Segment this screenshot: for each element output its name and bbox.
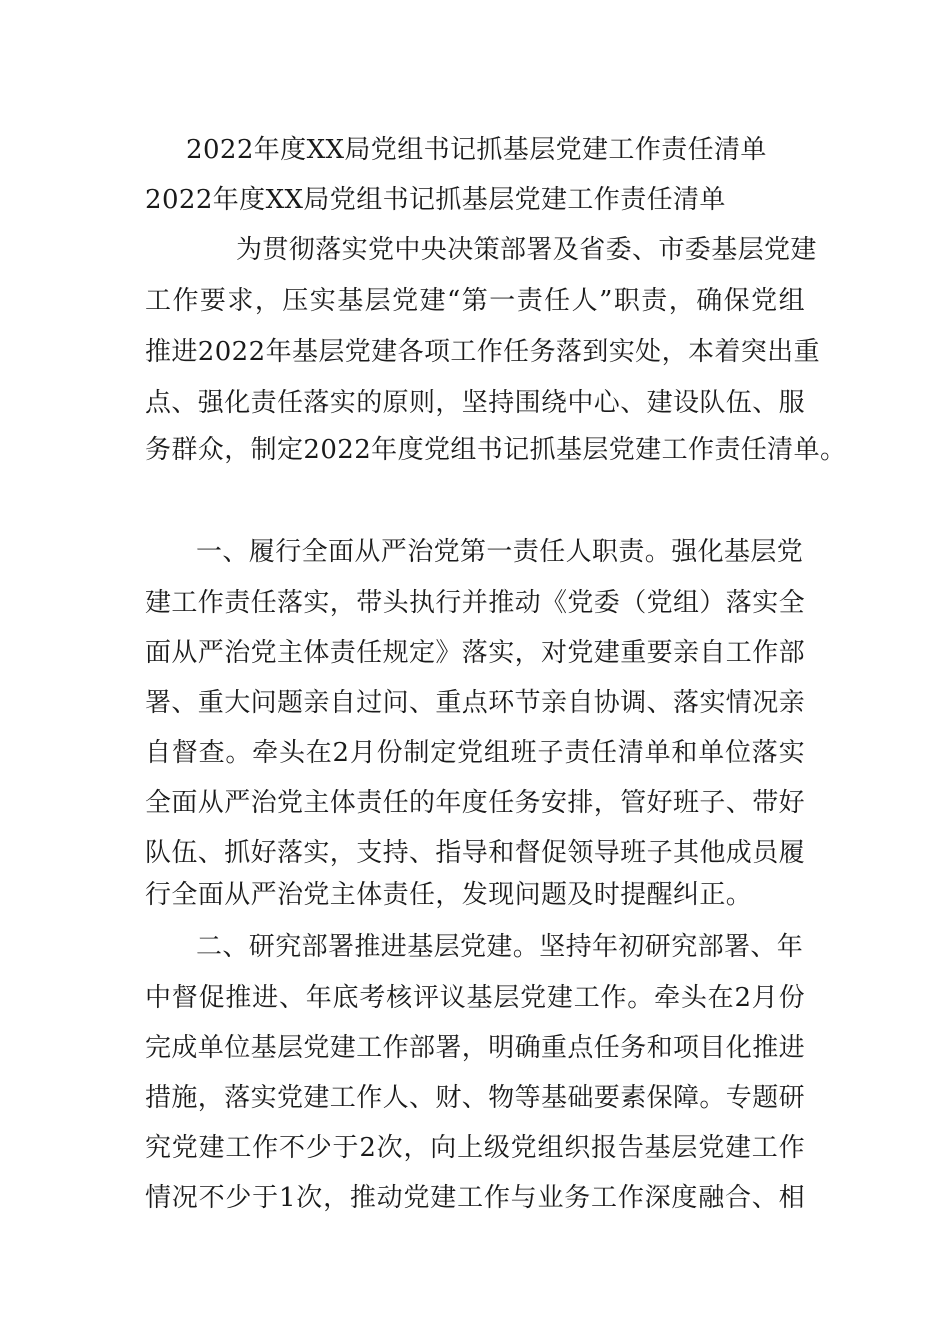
section1-line: 一、履行全面从严治党第一责任人职责。强化基层党 xyxy=(196,537,804,567)
section1-line: 署、重大问题亲自过问、重点环节亲自协调、落实情况亲 xyxy=(145,688,806,718)
intro-line: 务群众，制定2022年度党组书记抓基层党建工作责任清单。 xyxy=(145,435,847,465)
section2-line: 中督促推进、年底考核评议基层党建工作。牵头在2月份 xyxy=(145,983,805,1013)
intro-line: 工作要求，压实基层党建“第一责任人”职责，确保党组 xyxy=(145,286,805,316)
section1-line: 全面从严治党主体责任的年度任务安排，管好班子、带好 xyxy=(145,788,806,818)
intro-line: 为贯彻落实党中央决策部署及省委、市委基层党建 xyxy=(236,235,817,265)
document-title: 2022年度XX局党组书记抓基层党建工作责任清单 xyxy=(186,135,767,165)
intro-line: 点、强化责任落实的原则，坚持围绕中心、建设队伍、服 xyxy=(145,388,806,418)
section1-line: 行全面从严治党主体责任，发现问题及时提醒纠正。 xyxy=(145,880,753,910)
section2-line: 究党建工作不少于2次，向上级党组织报告基层党建工作 xyxy=(145,1133,805,1163)
intro-line: 推进2022年基层党建各项工作任务落到实处，本着突出重 xyxy=(145,337,820,367)
document-subtitle: 2022年度XX局党组书记抓基层党建工作责任清单 xyxy=(145,185,726,215)
section1-line: 面从严治党主体责任规定》落实，对党建重要亲自工作部 xyxy=(145,638,806,668)
section2-line: 完成单位基层党建工作部署，明确重点任务和项目化推进 xyxy=(145,1033,806,1063)
section1-line: 自督查。牵头在2月份制定党组班子责任清单和单位落实 xyxy=(145,738,805,768)
section1-line: 队伍、抓好落实，支持、指导和督促领导班子其他成员履 xyxy=(145,838,806,868)
section1-line: 建工作责任落实，带头执行并推动《党委（党组）落实全 xyxy=(145,588,806,618)
section2-line: 二、研究部署推进基层党建。坚持年初研究部署、年 xyxy=(196,932,804,962)
section2-line: 措施，落实党建工作人、财、物等基础要素保障。专题研 xyxy=(145,1083,806,1113)
section2-line: 情况不少于1次，推动党建工作与业务工作深度融合、相 xyxy=(145,1183,805,1213)
